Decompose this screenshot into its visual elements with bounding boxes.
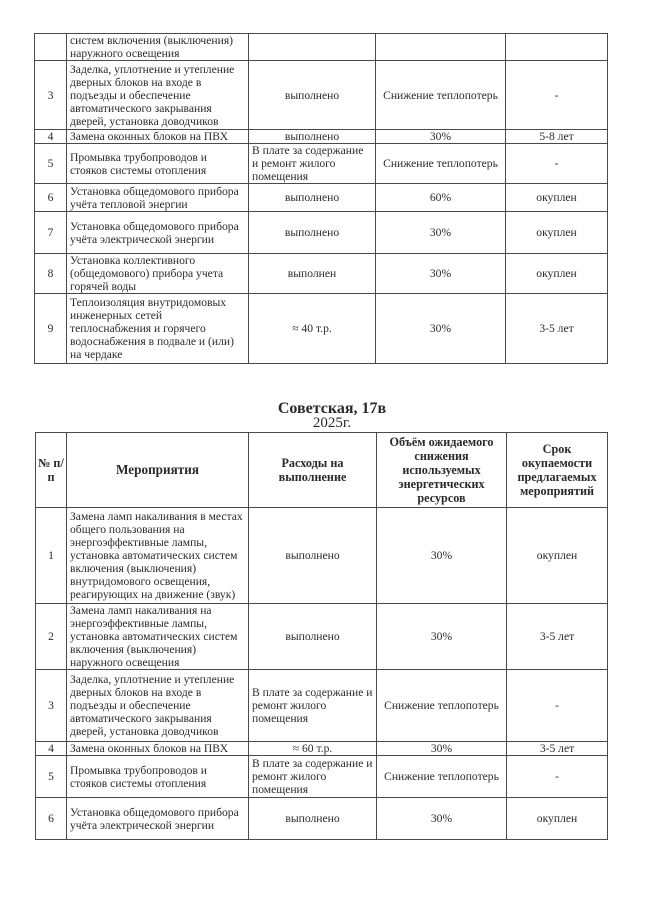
table-header-row — [36, 433, 608, 508]
row-action: Теплоизоляция внутридомовых инженерных сетей теплоснабжения и горячего водоснабжения в подвале и (или) на чердаке — [67, 294, 249, 364]
row-reduction: 30% — [377, 742, 507, 756]
row-payback: - — [506, 61, 608, 130]
table-row — [35, 144, 608, 184]
row-reduction: 30% — [376, 294, 506, 364]
row-payback: окуплен — [506, 184, 608, 212]
row-action: Установка общедомового прибора учёта электрической энергии — [67, 798, 249, 840]
row-number: 5 — [35, 144, 67, 184]
row-action: Установка общедомового прибора учёта тепловой энергии — [67, 184, 249, 212]
row-action: Замена ламп накаливания в местах общего пользования на энергоэффективные лампы, установка автоматических систем включения (выключения) внутридомового освещения, реагирующих на движение (звук) — [67, 508, 249, 604]
table-row — [36, 508, 608, 604]
row-payback: 3-5 лет — [507, 742, 608, 756]
row-cost: выполнено — [249, 798, 377, 840]
row-action: Замена оконных блоков на ПВХ — [67, 742, 249, 756]
row-action: Промывка трубопроводов и стояков системы отопления — [67, 756, 249, 798]
measures-table-continued — [34, 33, 608, 364]
row-number: 5 — [36, 756, 67, 798]
table-row — [36, 670, 608, 742]
row-number: 3 — [36, 670, 67, 742]
row-cost: выполнено — [249, 130, 376, 144]
row-number: 4 — [36, 742, 67, 756]
row-payback: окуплен — [506, 254, 608, 294]
table-row — [36, 742, 608, 756]
row-number: 6 — [36, 798, 67, 840]
row-action: Заделка, уплотнение и утепление дверных блоков на входе в подъезды и обеспечение автоматического закрывания дверей, установка доводчиков — [67, 670, 249, 742]
table-row — [36, 756, 608, 798]
header-payback: Срок окупаемости предлагаемых мероприятий — [507, 433, 608, 508]
row-reduction: Снижение теплопотерь — [376, 144, 506, 184]
row-reduction: Снижение теплопотерь — [377, 670, 507, 742]
row-action: Установка общедомового прибора учёта электрической энергии — [67, 212, 249, 254]
row-number: 9 — [35, 294, 67, 364]
section-year: 2025г. — [312, 415, 352, 431]
row-reduction: 30% — [376, 254, 506, 294]
row-action: Установка коллективного (общедомового) прибора учета горячей воды — [67, 254, 249, 294]
row-number: 2 — [36, 604, 67, 670]
table-row — [35, 130, 608, 144]
row-payback: - — [507, 670, 608, 742]
header-reduction: Объём ожидаемого снижения используемых энергетических ресурсов — [377, 433, 507, 508]
row-number: 3 — [35, 61, 67, 130]
row-cost: В плате за содержание и ремонт жилого помещения — [249, 670, 377, 742]
row-cost: ≈ 40 т.р. — [249, 294, 376, 364]
row-payback: 3-5 лет — [507, 604, 608, 670]
row-payback: 5-8 лет — [506, 130, 608, 144]
row-reduction: Снижение теплопотерь — [376, 61, 506, 130]
row-cost: выполнено — [249, 604, 377, 670]
row-payback: - — [506, 144, 608, 184]
table-row — [36, 798, 608, 840]
row-cost: выполнено — [249, 184, 376, 212]
row-number — [35, 34, 67, 61]
measures-table — [35, 432, 608, 840]
row-cost: В плате за содержание и ремонт жилого помещения — [249, 756, 377, 798]
row-number: 4 — [35, 130, 67, 144]
row-payback — [506, 34, 608, 61]
row-action: Замена ламп накаливания на энергоэффективные лампы, установка автоматических систем включения (выключения) наружного освещения — [67, 604, 249, 670]
row-action: Замена оконных блоков на ПВХ — [67, 130, 249, 144]
row-cost: В плате за содержание и ремонт жилого помещения — [249, 144, 376, 184]
header-number: № п/п — [36, 433, 67, 508]
row-cost: ≈ 60 т.р. — [249, 742, 377, 756]
row-action: Заделка, уплотнение и утепление дверных блоков на входе в подъезды и обеспечение автоматического закрывания дверей, установка доводчиков — [67, 61, 249, 130]
row-number: 1 — [36, 508, 67, 604]
header-cost: Расходы на выполнение — [249, 433, 377, 508]
row-payback: окуплен — [507, 798, 608, 840]
table-row — [35, 184, 608, 212]
row-payback: 3-5 лет — [506, 294, 608, 364]
row-reduction: 30% — [377, 798, 507, 840]
row-cost: выполнено — [249, 61, 376, 130]
row-number: 6 — [35, 184, 67, 212]
header-action: Мероприятия — [67, 433, 249, 508]
row-reduction: 30% — [377, 604, 507, 670]
table-row — [35, 34, 608, 61]
row-number: 7 — [35, 212, 67, 254]
table-row — [36, 604, 608, 670]
table-row — [35, 61, 608, 130]
row-number: 8 — [35, 254, 67, 294]
table-row — [35, 212, 608, 254]
row-reduction: Снижение теплопотерь — [377, 756, 507, 798]
table-row — [35, 254, 608, 294]
table-row — [35, 294, 608, 364]
row-action: систем включения (выключения) наружного освещения — [67, 34, 249, 61]
row-cost — [249, 34, 376, 61]
row-reduction: 30% — [376, 212, 506, 254]
row-reduction: 30% — [376, 130, 506, 144]
row-reduction: 60% — [376, 184, 506, 212]
row-reduction: 30% — [377, 508, 507, 604]
row-payback: окуплен — [507, 508, 608, 604]
row-action: Промывка трубопроводов и стояков системы отопления — [67, 144, 249, 184]
row-reduction — [376, 34, 506, 61]
row-cost: выполнено — [249, 508, 377, 604]
row-payback: окуплен — [506, 212, 608, 254]
row-cost: выполнено — [249, 212, 376, 254]
row-payback: - — [507, 756, 608, 798]
section-title: Советская, 17в — [277, 400, 387, 417]
row-cost: выполнен — [249, 254, 376, 294]
